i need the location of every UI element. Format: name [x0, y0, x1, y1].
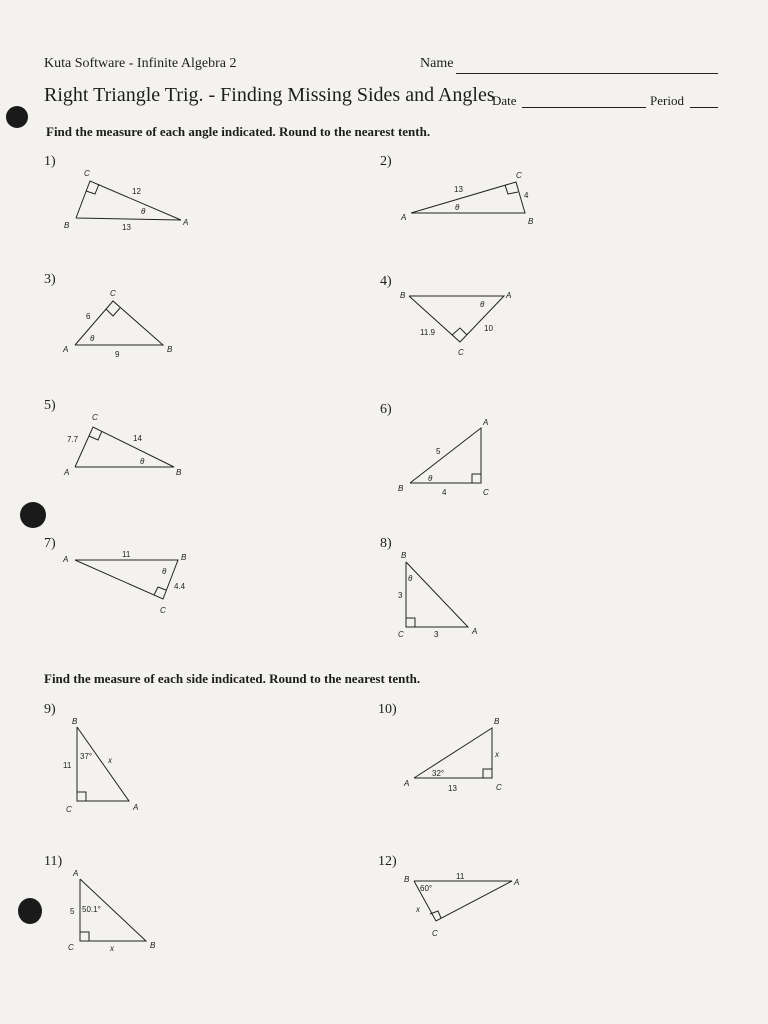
triangle-figure-12	[404, 872, 519, 938]
side-label: 5	[70, 907, 75, 916]
side-label: 3	[434, 630, 439, 639]
side-label: 12	[132, 187, 141, 196]
vertex-label: A	[401, 213, 407, 222]
vertex-label: C	[92, 413, 98, 422]
side-label: 10	[484, 324, 493, 333]
side-label: 3	[398, 591, 403, 600]
vertex-label: C	[496, 783, 502, 792]
side-label: 11	[63, 761, 72, 770]
vertex-label: C	[432, 929, 438, 938]
side-label: 13	[454, 185, 463, 194]
vertex-label: B	[401, 551, 407, 560]
angle-label: θ	[480, 300, 485, 309]
angle-label: 32°	[432, 769, 445, 778]
vertex-label: C	[516, 171, 522, 180]
problem-number: 2)	[380, 154, 392, 169]
vertex-label: C	[68, 943, 74, 952]
triangle-figure-3	[62, 289, 173, 359]
angle-label: θ	[408, 574, 413, 583]
problem-number: 11)	[44, 854, 63, 869]
side-label: 4	[442, 488, 447, 497]
vertex-label: A	[506, 291, 512, 300]
triangle-figure-5	[63, 413, 182, 477]
unknown-side-label: x	[110, 944, 114, 953]
side-label: 11	[456, 872, 465, 881]
vertex-label: C	[483, 488, 489, 497]
angle-label: 37°	[80, 752, 93, 761]
vertex-label: B	[494, 717, 500, 726]
vertex-label: A	[483, 418, 489, 427]
period-label: Period	[650, 93, 684, 108]
vertex-label: B	[72, 717, 78, 726]
vertex-label: B	[404, 875, 410, 884]
triangle-figure-10	[403, 717, 502, 793]
problem-number: 10)	[378, 702, 397, 717]
problem-number: 9)	[44, 702, 56, 717]
side-label: 4.4	[174, 582, 186, 591]
vertex-label: B	[150, 941, 156, 950]
vertex-label: C	[398, 630, 404, 639]
side-label: 11	[122, 550, 131, 559]
vertex-label: C	[110, 289, 116, 298]
angle-label: θ	[455, 203, 460, 212]
vertex-label: C	[66, 805, 72, 814]
vertex-label: A	[133, 803, 139, 812]
vertex-label: B	[167, 345, 173, 354]
vertex-label: A	[514, 878, 520, 887]
angle-label: 60°	[420, 884, 433, 893]
side-label: 7.7	[67, 435, 79, 444]
side-label: 11.9	[420, 328, 435, 337]
worksheet-title: Right Triangle Trig. - Finding Missing Sides and Angles	[44, 84, 495, 106]
triangle-figure-6	[398, 418, 489, 497]
vertex-label: A	[73, 869, 79, 878]
triangle-figure-7	[62, 550, 187, 615]
triangle-figure-2	[400, 171, 534, 226]
angle-label: θ	[162, 567, 167, 576]
problem-number: 6)	[380, 402, 392, 417]
triangle-figure-1	[64, 169, 188, 232]
vertex-label: A	[63, 345, 69, 354]
problem-number: 12)	[378, 854, 397, 869]
vertex-label: A	[64, 468, 70, 477]
problem-number: 5)	[44, 398, 56, 413]
vertex-label: B	[398, 484, 404, 493]
angle-label: θ	[141, 207, 146, 216]
vertex-label: A	[404, 779, 410, 788]
vertex-label: B	[400, 291, 406, 300]
vertex-label: A	[472, 627, 478, 636]
angle-label: 50.1°	[82, 905, 101, 914]
problem-number: 3)	[44, 272, 56, 287]
unknown-side-label: x	[108, 756, 112, 765]
triangle-figure-11	[68, 869, 156, 953]
vertex-label: A	[183, 218, 189, 227]
side-label: 13	[448, 784, 457, 793]
side-label: 9	[115, 350, 120, 359]
vertex-label: C	[458, 348, 464, 357]
vertex-label: C	[160, 606, 166, 615]
problem-number: 8)	[380, 536, 392, 551]
triangle-figure-9	[63, 717, 138, 814]
triangle-figure-8	[398, 551, 477, 639]
side-label: 13	[122, 223, 131, 232]
unknown-side-label: x	[416, 905, 420, 914]
triangle-figure-4	[400, 291, 511, 357]
section-instruction-sides: Find the measure of each side indicated. Round to the nearest tenth.	[44, 671, 421, 686]
name-label: Name	[420, 56, 454, 71]
publisher-label: Kuta Software - Infinite Algebra 2	[44, 56, 237, 71]
problem-number: 1)	[44, 154, 56, 169]
vertex-label: B	[64, 221, 70, 230]
vertex-label: C	[84, 169, 90, 178]
vertex-label: B	[528, 217, 534, 226]
side-label: 14	[133, 434, 142, 443]
problem-number: 4)	[380, 274, 392, 289]
vertex-label: B	[176, 468, 182, 477]
side-label: 6	[86, 312, 91, 321]
unknown-side-label: x	[495, 750, 499, 759]
problem-number: 7)	[44, 536, 56, 551]
vertex-label: B	[181, 553, 187, 562]
side-label: 5	[436, 447, 441, 456]
angle-label: θ	[140, 457, 145, 466]
angle-label: θ	[90, 334, 95, 343]
side-label: 4	[524, 191, 529, 200]
angle-label: θ	[428, 474, 433, 483]
section-instruction-angles: Find the measure of each angle indicated. Round to the nearest tenth.	[46, 124, 431, 139]
vertex-label: A	[63, 555, 69, 564]
date-label: Date	[492, 93, 517, 108]
